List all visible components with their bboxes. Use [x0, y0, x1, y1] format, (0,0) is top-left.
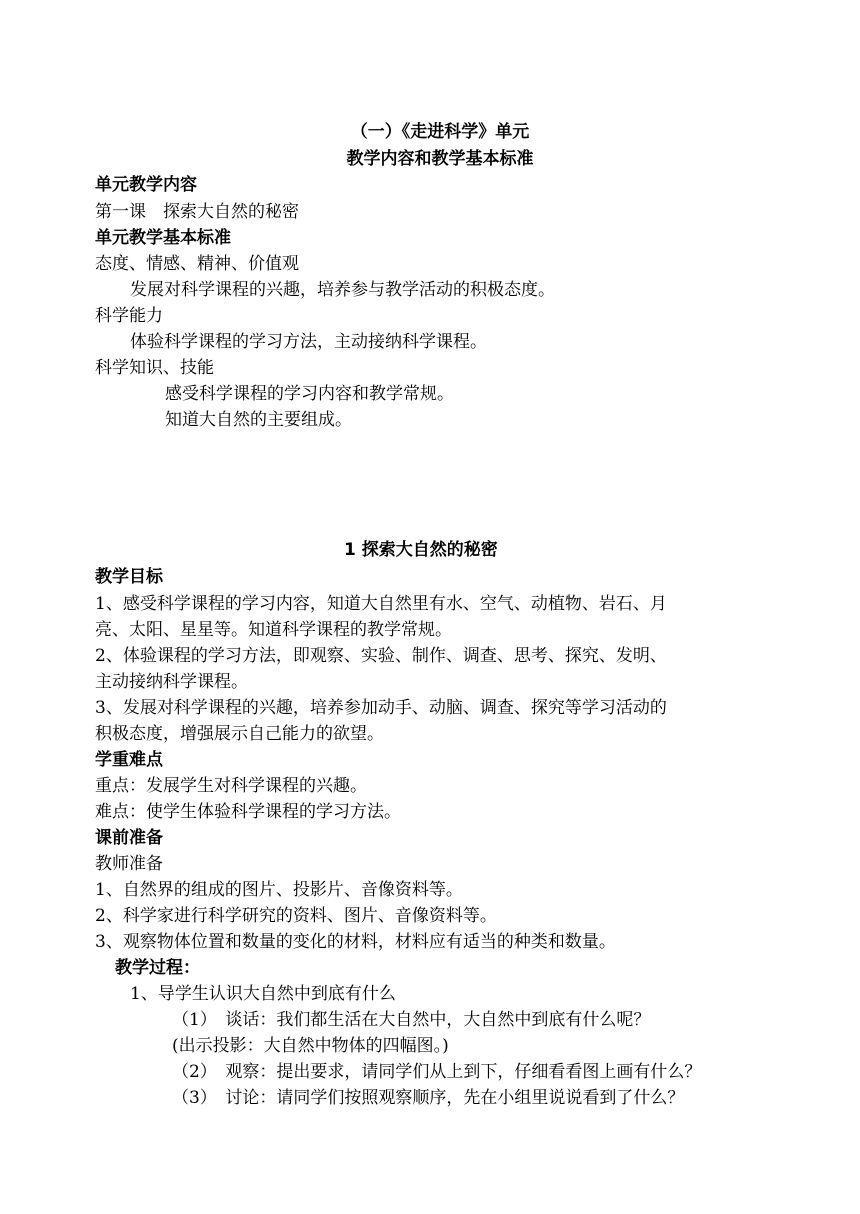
goal-line: 主动接纳科学课程。: [95, 672, 248, 692]
ability-text: 体验科学课程的学习方法，主动接纳科学课程。: [130, 332, 487, 352]
process-step: 1、导学生认识大自然中到底有什么: [130, 984, 396, 1004]
goal-line: 亮、太阳、星星等。知道科学课程的教学常规。: [95, 620, 452, 640]
knowledge-label: 科学知识、技能: [95, 358, 214, 378]
prep-item: 2、科学家进行科学研究的资料、图片、音像资料等。: [95, 906, 497, 926]
process-substep: （2） 观察：提出要求，请同学们从上到下，仔细看看图上画有什么？: [172, 1062, 702, 1082]
lesson-entry: 第一课 探索大自然的秘密: [95, 202, 299, 222]
difficulty-text: 难点：使学生体验科学课程的学习方法。: [95, 802, 401, 822]
teacher-prep-label: 教师准备: [95, 854, 163, 874]
unit-subtitle: 教学内容和教学基本标准: [346, 149, 534, 169]
goal-line: 积极态度，增强展示自己能力的欲望。: [95, 724, 384, 744]
keypoint-text: 重点：发展学生对科学课程的兴趣。: [95, 776, 367, 796]
prep-item: 3、观察物体位置和数量的变化的材料，材料应有适当的种类和数量。: [95, 932, 616, 952]
goal-line: 2、体验课程的学习方法，即观察、实验、制作、调查、思考、探究、发明、: [95, 646, 667, 666]
content-heading: 单元教学内容: [95, 175, 197, 195]
lesson-title: 1 探索大自然的秘密: [344, 540, 498, 560]
process-heading: 教学过程：: [115, 958, 200, 978]
ability-label: 科学能力: [95, 306, 163, 326]
knowledge-item: 知道大自然的主要组成。: [165, 410, 352, 430]
keypoints-heading: 学重难点: [95, 750, 163, 770]
prep-item: 1、自然界的组成的图片、投影片、音像资料等。: [95, 880, 463, 900]
attitude-label: 态度、情感、精神、价值观: [95, 254, 299, 274]
goal-line: 1、感受科学课程的学习内容，知道大自然里有水、空气、动植物、岩石、月: [95, 594, 667, 614]
prep-heading: 课前准备: [95, 828, 163, 848]
standards-heading: 单元教学基本标准: [95, 228, 231, 248]
goal-line: 3、发展对科学课程的兴趣，培养参加动手、动脑、调查、探究等学习活动的: [95, 698, 667, 718]
knowledge-item: 感受科学课程的学习内容和教学常规。: [165, 384, 454, 404]
goals-heading: 教学目标: [95, 567, 163, 587]
unit-title: （一）《走进科学》单元: [350, 122, 530, 142]
process-substep: （1） 谈话：我们都生活在大自然中，大自然中到底有什么呢？: [172, 1010, 651, 1030]
attitude-text: 发展对科学课程的兴趣，培养参与教学活动的积极态度。: [130, 280, 555, 300]
process-substep: (出示投影：大自然中物体的四幅图。): [172, 1036, 449, 1056]
process-substep: （3） 讨论：请同学们按照观察顺序，先在小组里说说看到了什么？: [172, 1088, 685, 1108]
